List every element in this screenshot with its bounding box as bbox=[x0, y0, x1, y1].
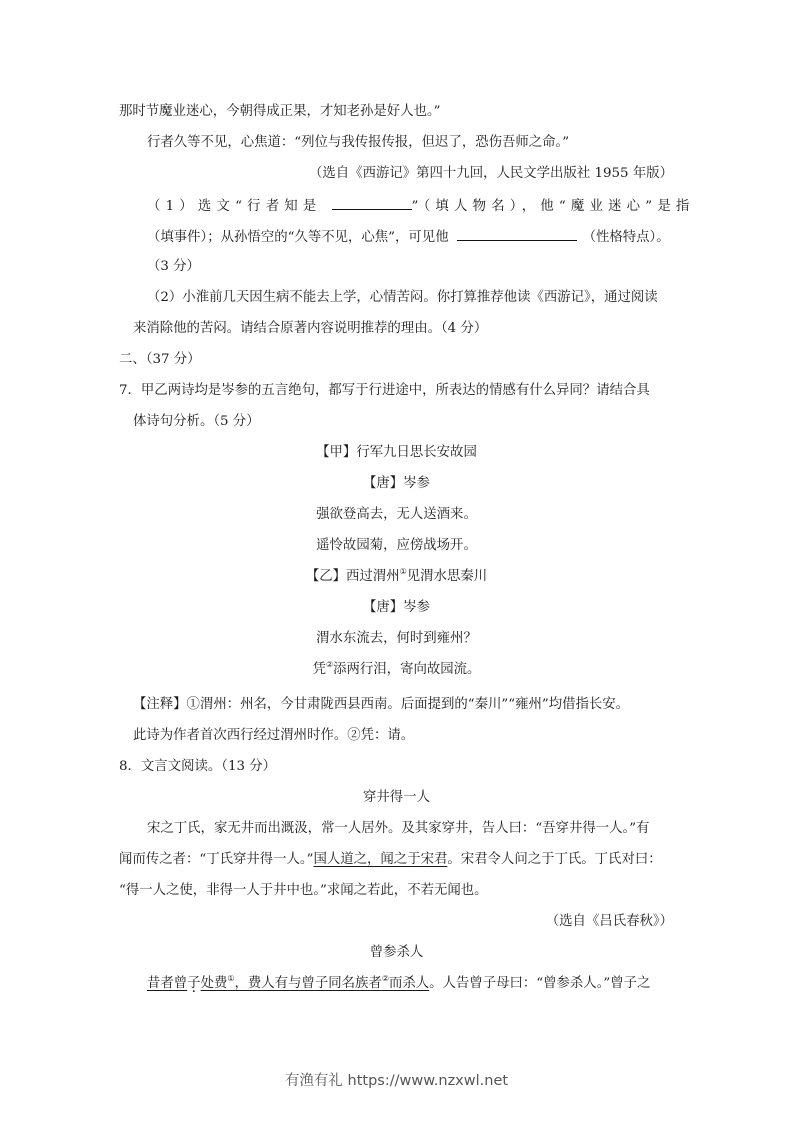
question-score: （3 分） bbox=[147, 259, 200, 274]
answer-blank-trait[interactable] bbox=[457, 226, 577, 241]
question-6-1 bbox=[147, 195, 695, 217]
poem-b-title bbox=[0, 567, 793, 587]
question-text: （1）选文“行者知是 bbox=[147, 199, 322, 214]
poem-text: 凭 bbox=[312, 662, 326, 677]
underlined-text: 处费 bbox=[200, 976, 228, 991]
passage-line: 那时节魔业迷心，今朝得成正果，才知老孙是好人也。” bbox=[119, 104, 441, 119]
poem-b-line: 渭水东流去，何时到雍州？ bbox=[316, 631, 477, 646]
poem-a-author: 【唐】岑参 bbox=[363, 476, 430, 491]
text2-title: 曾参杀人 bbox=[369, 945, 424, 960]
underlined-text: 而杀人 bbox=[388, 976, 430, 991]
text1-text: 闻而传之者：“丁氏穿井得一人。” bbox=[119, 852, 314, 867]
question-text: （填事件）；从孙悟空的“久等不见，心焦”，可见他 bbox=[147, 230, 449, 245]
section-heading: 二、（37 分） bbox=[119, 352, 201, 367]
text2-line bbox=[147, 974, 650, 994]
answer-blank-name[interactable] bbox=[332, 195, 412, 210]
footnote-marker: ② bbox=[325, 660, 334, 669]
question-text: ”（填人物名），他“魔业迷心”是指 bbox=[411, 199, 695, 214]
underlined-sentence: 昔者曾 bbox=[147, 976, 188, 991]
poem-b-author: 【唐】岑参 bbox=[363, 600, 430, 615]
question-7: 7．甲乙两诗均是岑参的五言绝句，都写于行进途中，所表达的情感有什么异同？请结合具 bbox=[119, 383, 650, 398]
footnote-marker: ② bbox=[381, 974, 389, 983]
text1-text: 。宋君令人问之于丁氏。丁氏对曰： bbox=[447, 852, 662, 867]
text1-source: （选自《吕氏春秋》） bbox=[545, 914, 673, 929]
underlined-text: ，费人有与曾子同名族者 bbox=[234, 976, 382, 991]
emphasis-dot-char: 子 bbox=[187, 976, 201, 991]
underlined-sentence: 国人道之，闻之于宋君 bbox=[313, 852, 448, 867]
passage-source: （选自《西游记》第四十九回，人民文学出版社 1955 年版） bbox=[309, 166, 673, 181]
poem-b-title-text: 见渭水思秦川 bbox=[406, 569, 488, 584]
passage-line: 行者久等不见，心焦道：“列位与我传报传报，但迟了，恐伤吾师之命。” bbox=[147, 135, 570, 150]
question-text: （性格特点）。 bbox=[582, 230, 670, 245]
poem-a-line: 遥怜故园菊，应傍战场开。 bbox=[316, 538, 477, 553]
footer-watermark: 有渔有礼 https://www.nzxwl.net bbox=[284, 1073, 509, 1089]
text1-line bbox=[119, 850, 662, 870]
question-8: 8．文言文阅读。（13 分） bbox=[119, 759, 277, 774]
text1-line: “得一人之使，非得一人于井中也。”求闻之若此，不若无闻也。 bbox=[119, 883, 488, 898]
footnote-marker: ① bbox=[399, 567, 407, 576]
question-6-1-line2 bbox=[147, 226, 670, 248]
footnote-marker: ① bbox=[227, 974, 235, 983]
question-6-2-line2: 来消除他的苦闷。请结合原著内容说明推荐的理由。（4 分） bbox=[133, 321, 488, 336]
text1-line: 宋之丁氏，家无井而出溉汲，常一人居外。及其家穿井，告人曰：“吾穿井得一人。”有 bbox=[147, 821, 650, 836]
notes-line2: 此诗为作者首次西行经过渭州时作。②凭：请。 bbox=[133, 728, 415, 743]
poem-b-title-text: 【乙】西过渭州 bbox=[305, 569, 400, 584]
question-7-line2: 体诗句分析。（5 分） bbox=[133, 414, 260, 429]
text1-title: 穿井得一人 bbox=[363, 790, 430, 805]
underlined-sentence bbox=[201, 976, 430, 991]
text2-text: 。人告曾子母曰：“曾参杀人。”曾子之 bbox=[429, 976, 651, 991]
poem-b-line bbox=[0, 660, 793, 680]
poem-a-line: 强欲登高去，无人送酒来。 bbox=[316, 507, 477, 522]
question-6-2: （2）小淮前几天因生病不能去上学，心情苦闷。你打算推荐他读《西游记》，通过阅读 bbox=[147, 290, 658, 305]
poem-a-title: 【甲】行军九日思长安故园 bbox=[316, 445, 477, 460]
notes: 【注释】①渭州：州名，今甘肃陇西县西南。后面提到的“秦川”“雍州”均借指长安。 bbox=[133, 697, 630, 712]
poem-text: 添两行泪，寄向故园流。 bbox=[333, 662, 481, 677]
